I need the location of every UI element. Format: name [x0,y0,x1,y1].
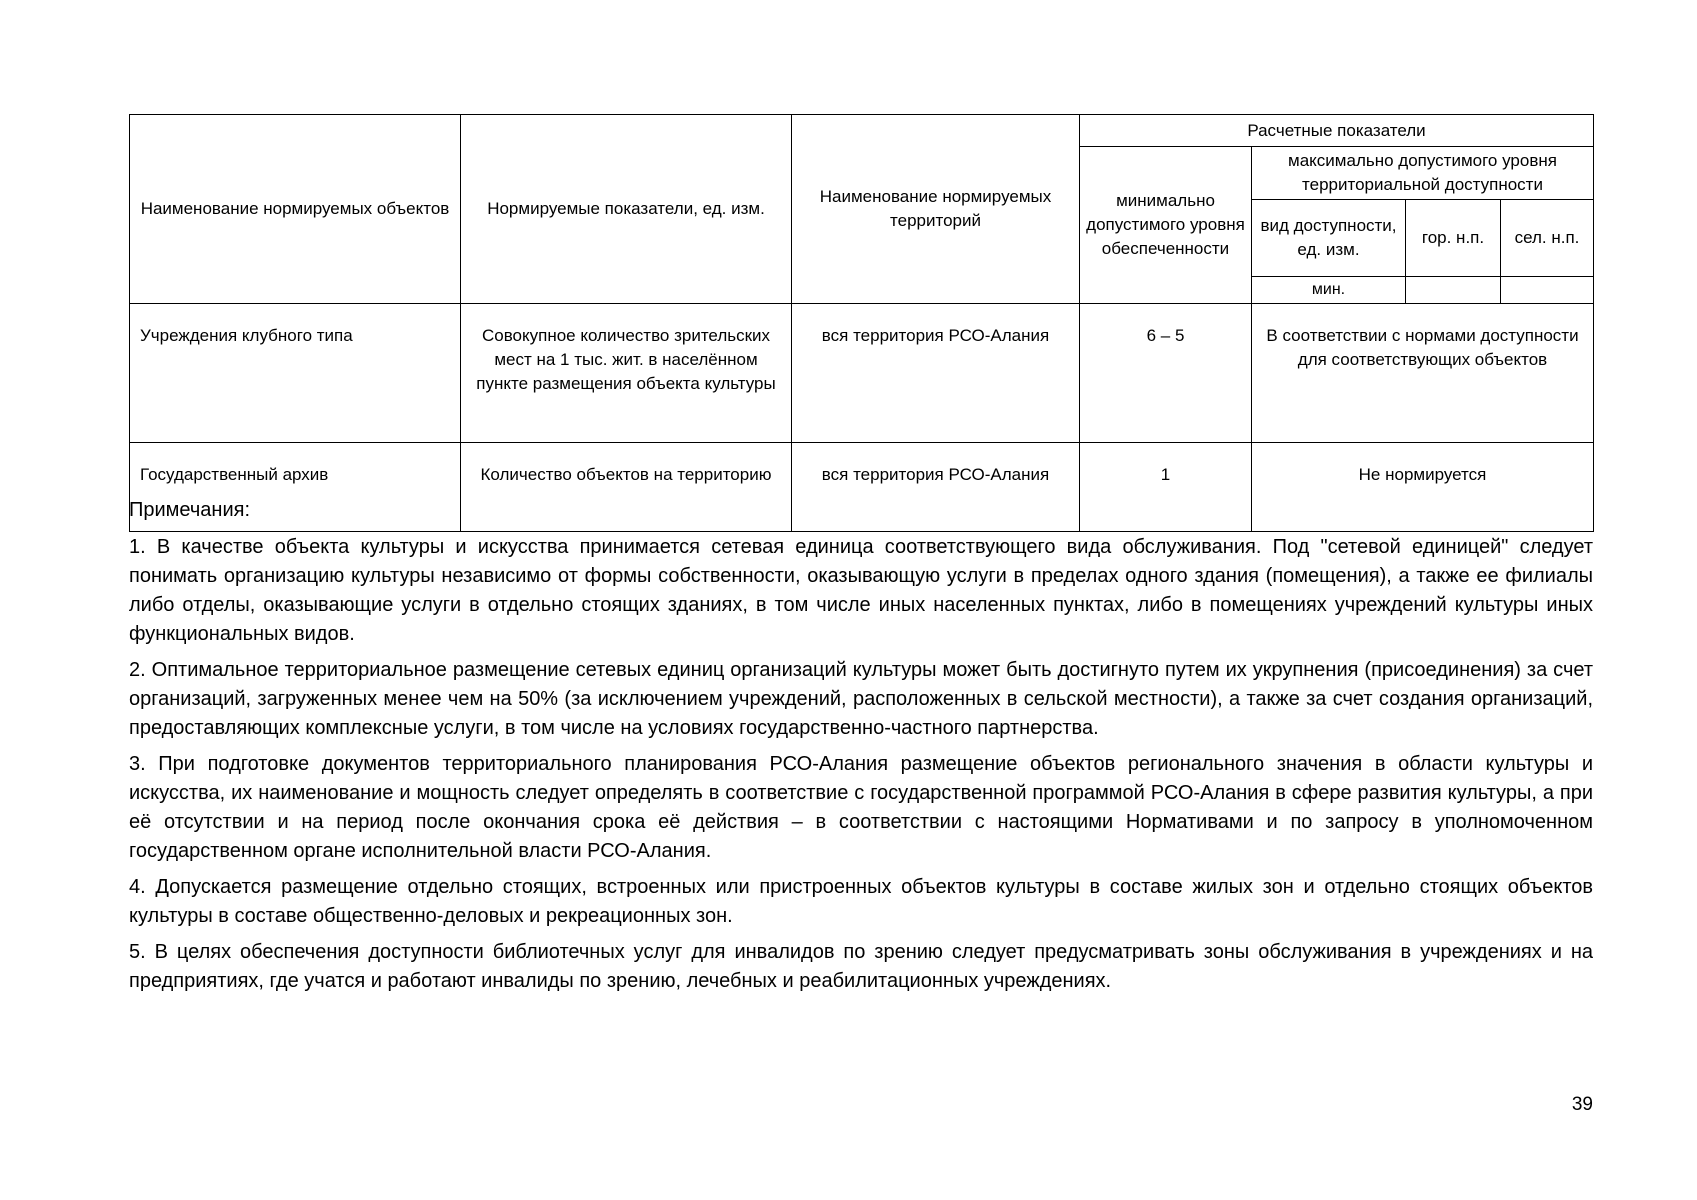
row-access: Не нормируется [1252,443,1594,532]
notes-section [129,496,1593,1003]
norms-table [129,114,1594,532]
header-unit-min: мин. [1252,277,1406,304]
row-min-level: 6 – 5 [1080,304,1252,443]
header-access-type: вид доступности, ед. изм. [1252,200,1406,277]
note-item: 4. Допускается размещение отдельно стоящих, встроенных или пристроенных объектов культуры в составе жилых зон и отдельно стоящих объектов культуры в составе общественно-деловых и рекреационных зон. [129,876,1593,927]
row-object-name: Государственный архив [130,443,461,532]
row-territory: вся территория РСО-Алания [792,304,1080,443]
note-item: 5. В целях обеспечения доступности библиотечных услуг для инвалидов по зрению следует предусматривать зоны обслуживания в учреждениях и на предприятиях, где учатся и работают инвалиды по зрению, лечебных и реабилитационных учреждениях. [129,941,1593,992]
header-row-1 [130,115,1594,147]
page-number: 39 [1571,1094,1593,1115]
note-item: 1. В качестве объекта культуры и искусства принимается сетевая единица соответствующего вида обслуживания. Под "сетевой единицей" следует понимать организацию культуры независимо от формы собственности, оказывающую услуги в пределах одного здания (помещения), а также ее филиалы либо отделы, оказывающие услуги в отдельно стоящих зданиях, в том числе иных населенных пунктах, либо в помещениях учреждений культуры иных функциональных видов. [129,536,1593,645]
row-territory: вся территория РСО-Алания [792,443,1080,532]
header-territories: Наименование нормируемых территорий [792,115,1080,304]
header-unit-rural-empty [1501,277,1594,304]
header-rural: сел. н.п. [1501,200,1594,277]
row-object-name: Учреждения клубного типа [130,304,461,443]
row-indicator: Количество объектов на территорию [461,443,792,532]
note-item: 3. При подготовке документов территориального планирования РСО-Алания размещение объектов регионального значения в области культуры и искусства, их наименование и мощность следует определять в соответствие с государственной программой РСО-Алания в сфере развития культуры, а при её отсутствии и на период после окончания срока её действия – в соответствии с настоящими Нормативами и по запросу в уполномоченном государственном органе исполнительной власти РСО-Алания. [129,753,1593,862]
header-max-level: максимально допустимого уровня территориальной доступности [1252,147,1594,200]
note-item: 2. Оптимальное территориальное размещение сетевых единиц организаций культуры может быть достигнуто путем их укрупнения (присоединения) за счет организаций, загруженных менее чем на 50% (за исключением учреждений, расположенных в сельской местности), а также за счет создания организаций, предоставляющих комплексные услуги, в том числе на условиях государственно-частного партнерства. [129,659,1593,739]
table-row [130,304,1594,443]
header-calc-indicators: Расчетные показатели [1080,115,1594,147]
header-min-level: минимально допустимого уровня обеспеченности [1080,147,1252,304]
row-min-level: 1 [1080,443,1252,532]
header-urban: гор. н.п. [1406,200,1501,277]
row-indicator: Совокупное количество зрительских мест на 1 тыс. жит. в населённом пункте размещения объекта культуры [461,304,792,443]
header-object-name: Наименование нормируемых объектов [130,115,461,304]
header-unit-urban-empty [1406,277,1501,304]
header-indicators: Нормируемые показатели, ед. изм. [461,115,792,304]
notes-title: Примечания: [129,499,251,521]
row-access: В соответствии с нормами доступности для соответствующих объектов [1252,304,1594,443]
